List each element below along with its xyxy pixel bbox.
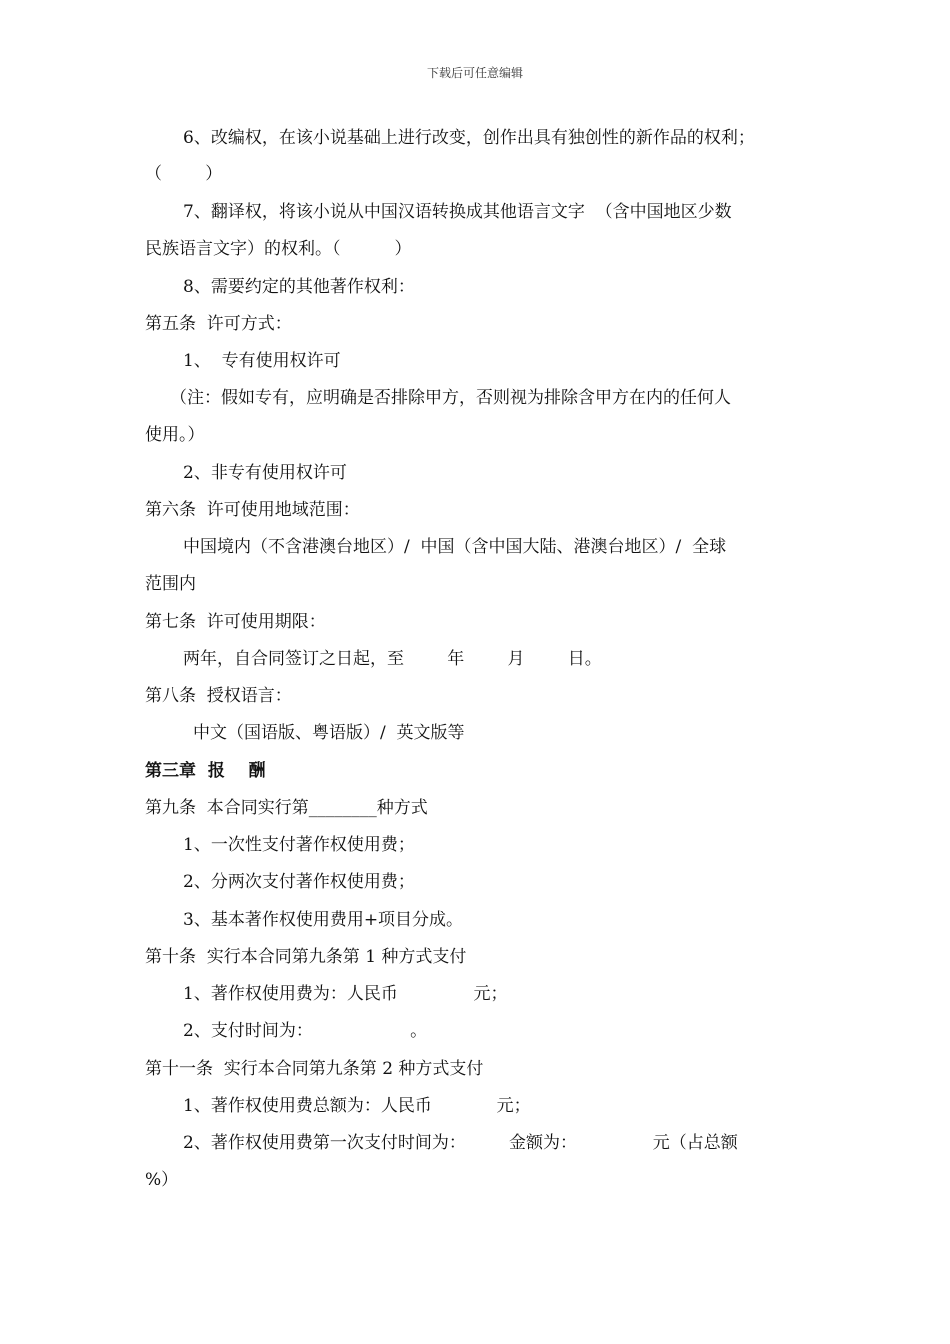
article-8-heading: 第八条 授权语言： — [145, 686, 292, 706]
fee-amount: 1、著作权使用费为：人民币 元； — [183, 984, 508, 1004]
territory-options: 中国境内（不含港澳台地区）/ 中国（含中国大陆、港澳台地区）/ 全球 — [183, 537, 727, 557]
exclusive-license-note-continued: 使用。） — [145, 425, 205, 445]
clause-6-adaptation-right: 6、改编权，在该小说基础上进行改变，创作出具有独创性的新作品的权利； — [183, 128, 755, 148]
article-9-heading: 第九条 本合同实行第________种方式 — [145, 798, 428, 818]
payment-method-1: 1、一次性支付著作权使用费； — [183, 835, 415, 855]
clause-7-continued: 民族语言文字）的权利。（ ） — [145, 239, 412, 259]
clause-6-blank: （ ） — [145, 164, 223, 184]
license-term: 两年，自合同签订之日起，至 年 月 日。 — [183, 649, 602, 669]
payment-method-2: 2、分两次支付著作权使用费； — [183, 872, 415, 892]
article-6-heading: 第六条 许可使用地域范围： — [145, 500, 360, 520]
exclusive-license-option: 1、 专有使用权许可 — [183, 351, 341, 371]
territory-options-continued: 范围内 — [145, 574, 196, 594]
article-10-heading: 第十条 实行本合同第九条第 1 种方式支付 — [145, 947, 467, 967]
exclusive-license-note: （注：假如专有，应明确是否排除甲方，否则视为排除含甲方在内的任何人 — [170, 388, 731, 408]
page-header: 下载后可任意编辑 — [426, 66, 523, 80]
article-11-heading: 第十一条 实行本合同第九条第 2 种方式支付 — [145, 1059, 484, 1079]
clause-7-translation-right: 7、翻译权，将该小说从中国汉语转换成其他语言文字 （含中国地区少数 — [183, 202, 732, 222]
non-exclusive-license-option: 2、非专有使用权许可 — [183, 463, 347, 483]
article-7-heading: 第七条 许可使用期限： — [145, 612, 326, 632]
total-fee-amount: 1、著作权使用费总额为：人民币 元； — [183, 1096, 531, 1116]
chapter-3-heading: 第三章 报 酬 — [145, 761, 266, 781]
payment-method-3: 3、基本著作权使用费用+项目分成。 — [183, 910, 464, 930]
article-5-heading: 第五条 许可方式： — [145, 314, 292, 334]
payment-time: 2、支付时间为： 。 — [183, 1021, 428, 1041]
license-languages: 中文（国语版、粤语版）/ 英文版等 — [193, 723, 465, 743]
clause-8-other-rights: 8、需要约定的其他著作权利： — [183, 277, 415, 297]
first-payment-terms-continued: %） — [145, 1170, 179, 1190]
first-payment-terms: 2、著作权使用费第一次支付时间为： 金额为： 元（占总额 — [183, 1133, 738, 1153]
